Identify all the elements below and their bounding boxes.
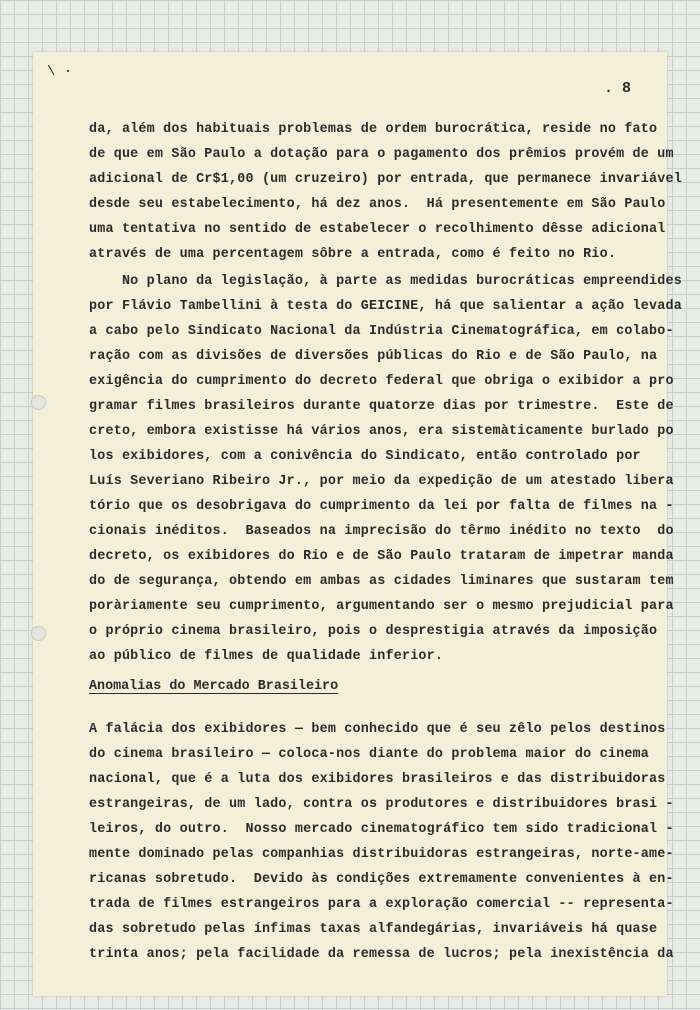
text-line: a cabo pelo Sindicato Nacional da Indústria Cinematográfica, em colabo-	[89, 324, 674, 339]
text-line: do cinema brasileiro — coloca-nos diante do problema maior do cinema	[89, 747, 650, 762]
text-line: trada de filmes estrangeiros para a exploração comercial -- representa-	[89, 897, 674, 912]
section-heading: Anomalias do Mercado Brasileiro	[89, 679, 339, 694]
punch-hole	[31, 626, 46, 641]
text-line: o próprio cinema brasileiro, pois o desprestigia através da imposição	[89, 624, 658, 639]
text-line: desde seu estabelecimento, há dez anos. Há presentemente em São Paulo	[89, 197, 666, 212]
corner-mark: \ ·	[47, 64, 73, 80]
text-line: por Flávio Tambellini à testa do GEICINE, há que salientar a ação levada	[89, 299, 682, 314]
text-line: tório que os desobrigava do cumprimento da lei por falta de filmes na -	[89, 499, 674, 514]
text-line: los exibidores, com a conivência do Sindicato, então controlado por	[89, 449, 641, 464]
text-line: cionais inéditos. Baseados na imprecisão do têrmo inédito no texto do	[89, 524, 674, 539]
text-line: ricanas sobretudo. Devido às condições extremamente convenientes à en-	[89, 872, 674, 887]
text-line: das sobretudo pelas ínfimas taxas alfandegárias, invariáveis há quase	[89, 922, 658, 937]
text-line: da, além dos habituais problemas de ordem burocrática, reside no fato	[89, 122, 658, 137]
text-line: leiros, do outro. Nosso mercado cinematográfico tem sido tradicional -	[89, 822, 674, 837]
text-line: ração com as divisões de diversões públicas do Rio e de São Paulo, na	[89, 349, 658, 364]
text-line: mente dominado pelas companhias distribuidoras estrangeiras, norte-ame-	[89, 847, 674, 862]
text-line: trinta anos; pela facilidade da remessa de lucros; pela inexistência da	[89, 947, 674, 962]
text-line: ao público de filmes de qualidade inferior.	[89, 649, 444, 664]
text-line: creto, embora existisse há vários anos, era sistemàticamente burlado po	[89, 424, 674, 439]
text-line: estrangeiras, de um lado, contra os produtores e distribuidores brasi -	[89, 797, 674, 812]
text-line: adicional de Cr$1,00 (um cruzeiro) por entrada, que permanece invariável	[89, 172, 682, 187]
text-line: decreto, os exibidores do Rio e de São Paulo trataram de impetrar manda	[89, 549, 674, 564]
page-number: . 8	[603, 80, 631, 97]
text-line: através de uma percentagem sôbre a entrada, como é feito no Rio.	[89, 247, 617, 262]
text-line: poràriamente seu cumprimento, argumentando ser o mesmo prejudicial para	[89, 599, 674, 614]
text-line: A falácia dos exibidores — bem conhecido que é seu zêlo pelos destinos	[89, 722, 666, 737]
text-line: No plano da legislação, à parte as medidas burocráticas empreendides	[89, 274, 682, 289]
text-line: do de segurança, obtendo em ambas as cidades liminares que sustaram tem	[89, 574, 674, 589]
text-line: gramar filmes brasileiros durante quatorze dias por trimestre. Este de	[89, 399, 674, 414]
text-line: exigência do cumprimento do decreto federal que obriga o exibidor a pro	[89, 374, 674, 389]
text-line: nacional, que é a luta dos exibidores brasileiros e das distribuidoras	[89, 772, 666, 787]
punch-hole	[31, 395, 46, 410]
document-page	[33, 52, 682, 996]
text-line: de que em São Paulo a dotação para o pagamento dos prêmios provém de um	[89, 147, 674, 162]
text-line: uma tentativa no sentido de estabelecer o recolhimento dêsse adicional	[89, 222, 666, 237]
text-line: Luís Severiano Ribeiro Jr., por meio da expedição de um atestado libera	[89, 474, 674, 489]
